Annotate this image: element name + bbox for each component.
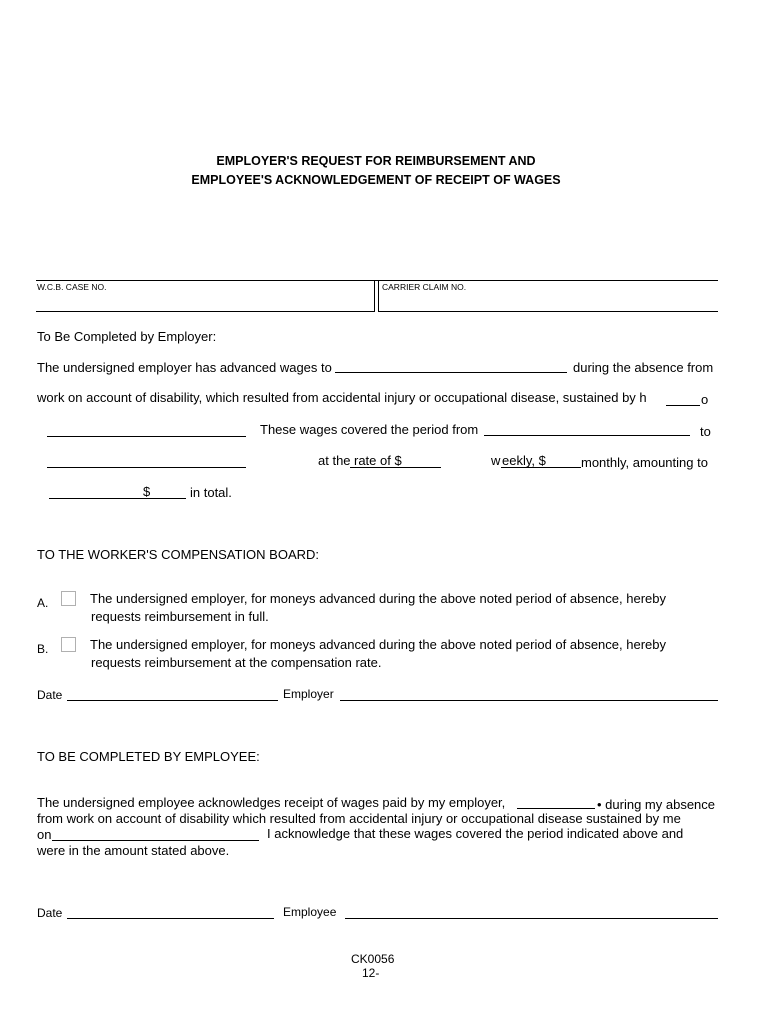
option-b-line1: The undersigned employer, for moneys advanced during the above noted period of absence, hereby bbox=[90, 637, 666, 652]
employer-name-input[interactable] bbox=[517, 808, 595, 809]
rate-input[interactable] bbox=[350, 467, 441, 468]
case-box-divider-right bbox=[378, 280, 379, 312]
employee-line2: from work on account of disability which resulted from accidental injury or occupational disease sustained by me bbox=[37, 811, 681, 826]
monthly-text: monthly, amounting to bbox=[581, 455, 708, 470]
case-box-top-line bbox=[36, 280, 718, 281]
employer-p1-end: during the absence from bbox=[573, 360, 714, 375]
employer-date-label: Date bbox=[37, 688, 63, 702]
option-a-checkbox[interactable] bbox=[61, 591, 76, 606]
rate-value: rate of $ bbox=[354, 453, 402, 468]
option-a-line2: requests reimbursement in full. bbox=[91, 609, 269, 624]
employee-name-input[interactable] bbox=[335, 372, 567, 373]
employer-heading: To Be Completed by Employer: bbox=[37, 329, 217, 344]
total-amount-input[interactable] bbox=[49, 498, 186, 499]
employee-date-label: Date bbox=[37, 906, 63, 920]
period-from-text: These wages covered the period from bbox=[260, 422, 479, 437]
employee-line4: were in the amount stated above. bbox=[37, 843, 230, 858]
period-to-input[interactable] bbox=[47, 467, 246, 468]
option-a-line1: The undersigned employer, for moneys advanced during the above noted period of absence, hereby bbox=[90, 591, 666, 606]
employee-signature-input[interactable] bbox=[345, 918, 718, 919]
wcb-case-input[interactable] bbox=[36, 311, 375, 312]
option-b-label: B. bbox=[37, 642, 49, 656]
employer-date-input[interactable] bbox=[67, 700, 278, 701]
employee-date-input[interactable] bbox=[67, 918, 274, 919]
injury-date-input[interactable] bbox=[47, 436, 246, 437]
form-title-line2: EMPLOYEE'S ACKNOWLEDGEMENT OF RECEIPT OF WAGES bbox=[191, 173, 561, 187]
board-heading: TO THE WORKER'S COMPENSATION BOARD: bbox=[37, 547, 320, 562]
pronoun-input[interactable] bbox=[666, 405, 700, 406]
total-dollar: $ bbox=[143, 484, 151, 499]
employer-p1-text: The undersigned employer has advanced wages to bbox=[37, 360, 332, 375]
employer-p2-suffix: o bbox=[701, 392, 709, 407]
employer-p2-text: work on account of disability, which resulted from accidental injury or occupational disease, sustained by h bbox=[37, 390, 647, 405]
period-from-input[interactable] bbox=[484, 435, 690, 436]
employer-signature-input[interactable] bbox=[340, 700, 718, 701]
form-revision: 12- bbox=[362, 966, 380, 980]
employee-on-date-input[interactable] bbox=[52, 840, 259, 841]
form-code: CK0056 bbox=[351, 952, 395, 966]
employer-signature-label: Employer bbox=[283, 687, 334, 701]
case-box-divider-left bbox=[374, 280, 375, 312]
weekly-value: eekly, $ bbox=[502, 453, 546, 468]
rate-label: at the bbox=[318, 453, 351, 468]
total-label: in total. bbox=[190, 485, 232, 500]
weekly-input[interactable] bbox=[501, 467, 581, 468]
carrier-claim-label: CARRIER CLAIM NO. bbox=[382, 282, 467, 292]
carrier-claim-input[interactable] bbox=[378, 311, 718, 312]
option-b-line2: requests reimbursement at the compensation rate. bbox=[91, 655, 382, 670]
form-title-line1: EMPLOYER'S REQUEST FOR REIMBURSEMENT AND bbox=[216, 154, 536, 168]
employee-line1: The undersigned employee acknowledges receipt of wages paid by my employer, bbox=[37, 795, 506, 810]
employee-line3-on: on bbox=[37, 827, 52, 842]
option-a-label: A. bbox=[37, 596, 49, 610]
period-to-text: to bbox=[700, 424, 711, 439]
employee-heading: TO BE COMPLETED BY EMPLOYEE: bbox=[37, 749, 260, 764]
option-b-checkbox[interactable] bbox=[61, 637, 76, 652]
weekly-w: w bbox=[491, 453, 501, 468]
employee-line1-end: • during my absence bbox=[597, 797, 716, 812]
employee-signature-label: Employee bbox=[283, 905, 337, 919]
wcb-case-label: W.C.B. CASE NO. bbox=[37, 282, 107, 292]
employee-line3-end: I acknowledge that these wages covered the period indicated above and bbox=[267, 826, 684, 841]
